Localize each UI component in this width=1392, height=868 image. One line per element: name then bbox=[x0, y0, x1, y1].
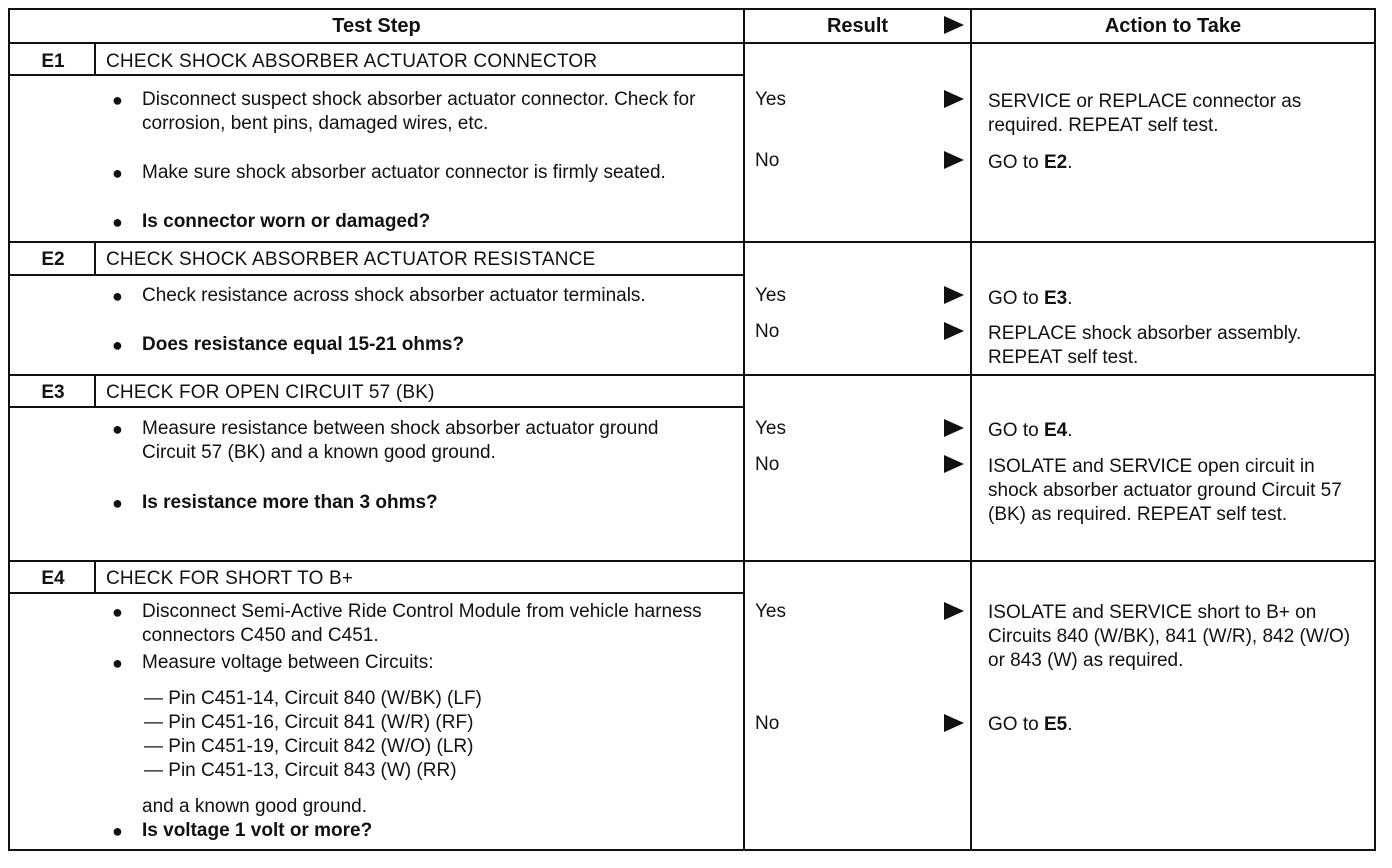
header-arrow-icon bbox=[944, 16, 964, 34]
arrow-icon bbox=[944, 602, 964, 620]
arrow-icon bbox=[944, 714, 964, 732]
bullet-icon: ● bbox=[112, 212, 123, 232]
arrow-icon bbox=[944, 455, 964, 473]
action-e2-no: REPLACE shock absorber assembly. REPEAT self test. bbox=[988, 323, 1302, 368]
row-separator-e2 bbox=[10, 374, 1374, 376]
result-e1-yes: Yes bbox=[755, 89, 786, 110]
title-underline-e2 bbox=[10, 274, 743, 276]
step-id-e4: E4 bbox=[41, 568, 65, 589]
result-e3-no: No bbox=[755, 454, 780, 475]
divider-test-result bbox=[743, 10, 745, 849]
result-e3-yes: Yes bbox=[755, 418, 786, 439]
result-e2-no: No bbox=[755, 321, 780, 342]
step-title-e2: CHECK SHOCK ABSORBER ACTUATOR RESISTANCE bbox=[106, 249, 596, 270]
action-e1-yes: SERVICE or REPLACE connector as required. REPEAT self test. bbox=[988, 91, 1302, 136]
bullet-e2-1: ● Check resistance across shock absorber actuator terminals. bbox=[112, 285, 646, 306]
bullet-e2-2: ● Does resistance equal 15-21 ohms? bbox=[112, 334, 465, 355]
row-separator-e3 bbox=[10, 560, 1374, 562]
action-e3-no: ISOLATE and SERVICE open circuit in shock absorber actuator ground Circuit 57 (BK) as required. REPEAT self test. bbox=[988, 456, 1342, 525]
row-separator-e1 bbox=[10, 241, 1374, 243]
result-e1-no: No bbox=[755, 150, 780, 171]
bullet-e4-2: ● Measure voltage between Circuits: bbox=[112, 652, 434, 673]
header-action: Action to Take bbox=[972, 10, 1374, 44]
header-result: Result bbox=[745, 10, 970, 44]
arrow-icon bbox=[944, 90, 964, 108]
title-underline-e3 bbox=[10, 406, 743, 408]
bullet-e4-1: ● Disconnect Semi-Active Ride Control Module from vehicle harness connectors C450 and C451. bbox=[112, 601, 702, 646]
step-id-e1: E1 bbox=[41, 51, 65, 72]
bullet-icon: ● bbox=[112, 653, 123, 673]
bullet-icon: ● bbox=[112, 90, 123, 110]
bullet-icon: ● bbox=[112, 286, 123, 306]
diagnostic-table bbox=[8, 8, 1376, 851]
arrow-icon bbox=[944, 286, 964, 304]
bullet-e3-2: ● Is resistance more than 3 ohms? bbox=[112, 492, 438, 513]
bullet-icon: ● bbox=[112, 821, 123, 841]
divider-result-action bbox=[970, 10, 972, 849]
step-title-e4: CHECK FOR SHORT TO B+ bbox=[106, 568, 354, 589]
bullet-e1-1: ● Disconnect suspect shock absorber actuator connector. Check for corrosion, bent pins, damaged wires, etc. bbox=[112, 89, 696, 134]
pin-item: — Pin C451-14, Circuit 840 (W/BK) (LF) bbox=[144, 688, 482, 709]
bullet-icon: ● bbox=[112, 602, 123, 622]
arrow-icon bbox=[944, 322, 964, 340]
result-e4-no: No bbox=[755, 713, 780, 734]
arrow-icon bbox=[944, 419, 964, 437]
bullet-icon: ● bbox=[112, 335, 123, 355]
action-e2-yes: GO to E3. bbox=[988, 288, 1073, 309]
action-e4-no: GO to E5. bbox=[988, 714, 1073, 735]
bullet-e1-3: ● Is connector worn or damaged? bbox=[112, 211, 431, 232]
result-e4-yes: Yes bbox=[755, 601, 786, 622]
pin-item: — Pin C451-13, Circuit 843 (W) (RR) bbox=[144, 760, 457, 781]
title-underline-e4 bbox=[10, 592, 743, 594]
step-id-e2: E2 bbox=[41, 249, 65, 270]
bullet-icon: ● bbox=[112, 493, 123, 513]
step-title-e3: CHECK FOR OPEN CIRCUIT 57 (BK) bbox=[106, 382, 435, 403]
bullet-e4-3: ● Is voltage 1 volt or more? bbox=[112, 820, 373, 841]
after-pins-text: and a known good ground. bbox=[142, 796, 368, 817]
title-underline-e1 bbox=[10, 74, 743, 76]
bullet-e1-2: ● Make sure shock absorber actuator connector is firmly seated. bbox=[112, 162, 666, 183]
header-test-step: Test Step bbox=[10, 10, 743, 44]
action-e3-yes: GO to E4. bbox=[988, 420, 1073, 441]
bullet-icon: ● bbox=[112, 419, 123, 439]
step-title-e1: CHECK SHOCK ABSORBER ACTUATOR CONNECTOR bbox=[106, 51, 598, 72]
pin-item: — Pin C451-16, Circuit 841 (W/R) (RF) bbox=[144, 712, 474, 733]
result-e2-yes: Yes bbox=[755, 285, 786, 306]
arrow-icon bbox=[944, 151, 964, 169]
action-e4-yes: ISOLATE and SERVICE short to B+ on Circuits 840 (W/BK), 841 (W/R), 842 (W/O) or 843 (W) as required. bbox=[988, 602, 1351, 671]
bullet-e3-1: ● Measure resistance between shock absorber actuator ground Circuit 57 (BK) and a known good ground. bbox=[112, 418, 659, 463]
bullet-icon: ● bbox=[112, 163, 123, 183]
action-e1-no: GO to E2. bbox=[988, 152, 1073, 173]
step-id-e3: E3 bbox=[41, 382, 65, 403]
pin-item: — Pin C451-19, Circuit 842 (W/O) (LR) bbox=[144, 736, 474, 757]
